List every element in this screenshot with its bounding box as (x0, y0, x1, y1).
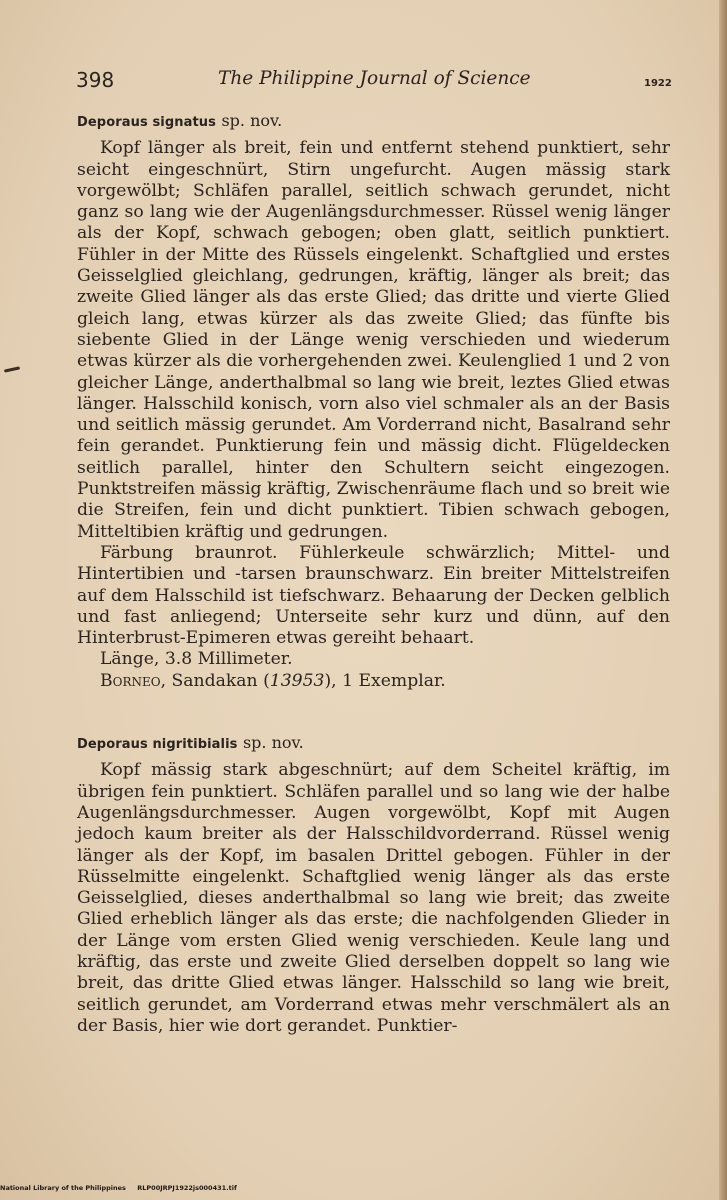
page-spine-edge (719, 0, 727, 1200)
species-description: Kopf mässig stark abgeschnürt; auf dem Scheitel kräftig, im übrigen fein punktiert. Schläfen parallel und so lang wie der halbe Augenlängsdurchmesser. Augen vorgewölbt, Kopf mit Augen jedoch kaum breiter als der Halsschildvorderrand. Rüssel wenig länger als der Kopf, im basalen Drittel gebogen. Fühler in der Rüsselmitte eingelenkt. Schaftglied wenig länger als das erste Geisselglied, dieses anderthalbmal so lang wie breit; das zweite Glied erheblich länger als das erste; die nachfolgenden Glieder in der Länge vom ersten Glied wenig verschieden. Keule lang und kräftig, das erste und zweite Glied derselben doppelt so lang wie breit, das dritte Glied etwas länger. Halsschild so lang wie breit, seitlich gerundet, am Vorderrand etwas mehr verschmälert als an der Basis, hier wie dort gerandet. Punktier- (77, 760, 670, 1036)
species-heading (77, 110, 670, 133)
specimen-count: ), 1 Exemplar. (324, 670, 446, 691)
species-name: Deporaus signatus (77, 115, 216, 130)
page-number: 398 (76, 68, 115, 92)
specimen-number: 13953 (269, 670, 325, 691)
species-status: sp. nov. (221, 111, 283, 130)
article-body (77, 110, 670, 1037)
locality-town: , Sandakan ( (160, 670, 270, 691)
species-length: Länge, 3.8 Millimeter. (100, 649, 293, 670)
header-year: 1922 (644, 78, 672, 89)
journal-title: The Philippine Journal of Science (218, 68, 531, 89)
species-locality (77, 671, 670, 692)
footer-file-id: RLP00JRPJ1922js000431.tif (137, 1184, 237, 1192)
species-coloration: Färbung braunrot. Fühlerkeule schwärzlich; Mittel- und Hintertibien und -tarsen braunschwarz. Ein breiter Mittelstreifen auf dem Halsschild ist tiefschwarz. Behaarung der Decken gelblich und fast anliegend; Unterseite sehr kurz und dünn, auf den Hinterbrust-Epimeren etwas gereiht behaart. (77, 542, 670, 649)
species-description: Kopf länger als breit, fein und entfernt stehend punktiert, sehr seicht eingeschnürt, Stirn ungefurcht. Augen mässig stark vorgewölbt; Schläfen parallel, seitlich schwach gerundet, nicht ganz so lang wie der Augenlängsdurchmesser. Rüssel wenig länger als der Kopf, schwach gebogen; oben glatt, seitlich punktiert. Fühler in der Mitte des Rüssels eingelenkt. Schaftglied und erstes Geisselglied gleichlang, gedrungen, kräftig, länger als breit; das zweite Glied länger als das erste Glied; das dritte und vierte Glied gleich lang, etwas kürzer als das zweite Glied; das fünfte bis siebente Glied in der Länge wenig verschieden und wiederum etwas kürzer als die vorhergehenden zwei. Keulenglied 1 und 2 von gleicher Länge, anderthalbmal so lang wie breit, leztes Glied etwas länger. Halsschild konisch, vorn also viel schmaler als an der Basis und seitlich mässig gerundet. Am Vorderrand nicht, Basalrand sehr fein gerandet. Punktierung fein und mässig dicht. Flügeldecken seitlich parallel, hinter den Schultern seicht eingezogen. Punktstreifen mässig kräftig, Zwischenräume flach und so breit wie die Streifen, fein und dicht punktiert. Tibien schwach gebogen, Mitteltibien kräftig und gedrungen. (77, 138, 670, 542)
species-name: Deporaus nigritibialis (77, 737, 238, 753)
species-status: sp. nov. (242, 733, 304, 753)
running-header (76, 68, 676, 98)
locality-place: Borneo (100, 670, 161, 691)
section-gap (77, 692, 670, 732)
species-heading (77, 732, 670, 755)
scan-footer (0, 1184, 720, 1198)
footer-library: National Library of the Philippines (0, 1184, 126, 1192)
